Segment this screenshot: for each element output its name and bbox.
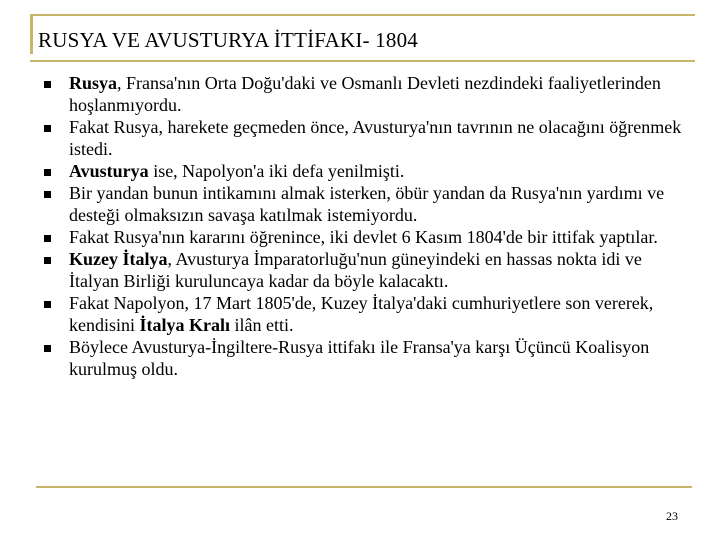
bullet-text: Bir yandan bunun intikamını almak isterken, öbür yandan da Rusya'nın yardımı ve desteği olmaksızın savaşa katılmak istemiyordu.	[69, 183, 665, 225]
bullet-bold: Kuzey İtalya	[69, 249, 168, 269]
bullet-bold: Rusya	[69, 73, 118, 93]
bullet-item	[40, 72, 690, 116]
bullet-item	[40, 292, 690, 336]
bullet-text: Fakat Rusya'nın kararını öğrenince, iki devlet 6 Kasım 1804'de bir ittifak yaptılar.	[69, 227, 658, 247]
square-bullet-icon	[44, 169, 51, 176]
bullet-item	[40, 160, 690, 182]
title-frame-top	[30, 14, 695, 16]
square-bullet-icon	[44, 235, 51, 242]
bullet-bold: İtalya Kralı	[139, 315, 230, 335]
footer-rule	[36, 486, 692, 488]
bullet-text: Fakat Rusya, harekete geçmeden önce, Avusturya'nın tavrının ne olacağını öğrenmek istedi.	[69, 117, 682, 159]
square-bullet-icon	[44, 125, 51, 132]
square-bullet-icon	[44, 257, 51, 264]
bullet-text: , Fransa'nın Orta Doğu'daki ve Osmanlı Devleti nezdindeki faaliyetlerinden hoşlanmıyordu.	[69, 73, 661, 115]
bullet-item	[40, 226, 690, 248]
page-number: 23	[666, 509, 678, 523]
bullet-item	[40, 116, 690, 160]
bullet-text: Böylece Avusturya-İngiltere-Rusya ittifakı ile Fransa'ya karşı Üçüncü Koalisyon kurulmuş oldu.	[69, 337, 650, 379]
title-frame-left	[30, 14, 33, 54]
bullet-text: ise, Napolyon'a iki defa yenilmişti.	[148, 161, 405, 181]
title-underline	[30, 60, 695, 62]
bullet-text: , Avusturya İmparatorluğu'nun güneyindeki en hassas nokta idi ve İtalyan Birliği kuruluncaya kadar da böyle kalacaktı.	[69, 249, 642, 291]
bullet-text-tail: ilân etti.	[230, 315, 294, 335]
square-bullet-icon	[44, 345, 51, 352]
bullet-list	[40, 72, 690, 380]
square-bullet-icon	[44, 81, 51, 88]
bullet-item	[40, 336, 690, 380]
square-bullet-icon	[44, 301, 51, 308]
bullet-item	[40, 182, 690, 226]
square-bullet-icon	[44, 191, 51, 198]
bullet-text: Fakat Napolyon, 17 Mart 1805'de, Kuzey İtalya'daki cumhuriyetlere son vererek, kendisini	[69, 293, 654, 335]
slide-title: RUSYA VE AVUSTURYA İTTİFAKI- 1804	[38, 28, 418, 52]
bullet-bold: Avusturya	[69, 161, 149, 181]
bullet-item	[40, 248, 690, 292]
